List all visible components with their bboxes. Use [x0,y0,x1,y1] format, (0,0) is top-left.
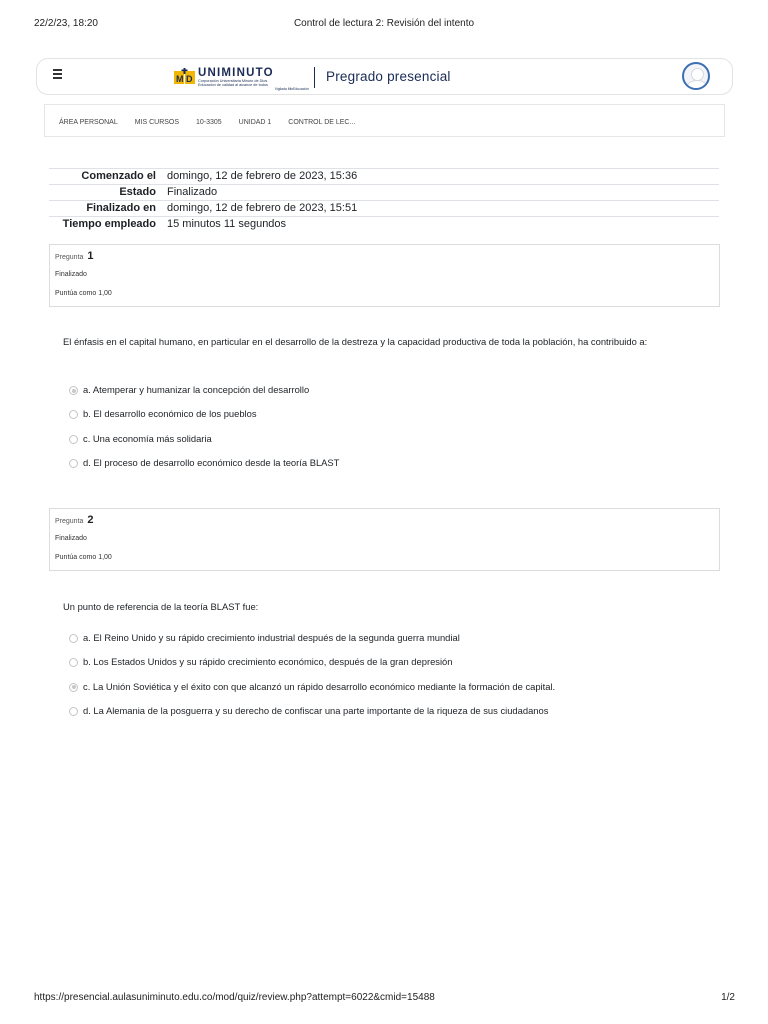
question-1-info [49,244,720,307]
question-state: Finalizado [55,271,87,278]
question-grade: Puntúa como 1,00 [55,554,112,561]
breadcrumb-item-area-personal[interactable]: ÁREA PERSONAL [59,119,118,126]
question-number-value: 1 [87,250,94,262]
logo-separator [314,67,315,88]
question-prefix: Pregunta [55,518,84,525]
logo-subtitle-2: Educación de calidad al alcance de todos [198,83,268,87]
answer-text: d. La Alemania de la posguerra y su derecho de confiscar una parte importante de la riqueza de sus ciudadanos [83,704,549,716]
question-number [55,250,94,262]
breadcrumb-item-course[interactable]: 10-3305 [196,119,222,126]
summary-value: Finalizado [167,186,218,198]
hamburger-icon[interactable] [53,69,65,83]
answer-option [69,632,719,656]
summary-value: 15 minutos 11 segundos [167,218,287,230]
radio-button[interactable] [69,658,78,667]
brand-text: Pregrado presencial [326,69,451,84]
print-header [0,18,768,32]
summary-row-state [49,184,719,200]
print-page-number: 1/2 [721,992,735,1003]
logo-subtitle: Corporación Universitaria Minuto de Dios [198,79,268,83]
logo-wordmark: UNIMINUTO [198,67,274,79]
summary-row-started [49,168,719,184]
summary-label: Finalizado en [86,202,156,214]
radio-button[interactable] [69,410,78,419]
logo-mark-icon [174,68,196,86]
summary-row-time-taken [49,216,719,232]
radio-button-selected[interactable] [69,386,78,395]
question-1-answers [69,384,719,481]
radio-button-selected[interactable] [69,683,78,692]
breadcrumb-item-mis-cursos[interactable]: MIS CURSOS [134,119,180,126]
answer-text: b. El desarrollo económico de los pueblos [83,408,257,420]
summary-label: Comenzado el [81,170,156,182]
summary-value: domingo, 12 de febrero de 2023, 15:36 [167,170,358,182]
attempt-summary-table [49,168,719,232]
answer-text: a. Atemperar y humanizar la concepción del desarrollo [83,384,310,395]
print-datetime: 22/2/23, 18:20 [34,18,98,29]
summary-label: Estado [119,186,156,198]
answer-option [69,408,719,432]
question-prefix: Pregunta [55,254,84,261]
breadcrumb-item-quiz[interactable]: CONTROL DE LEC... [288,119,356,126]
question-1-text: El énfasis en el capital humano, en particular en el desarrollo de la destreza y la capacidad productiva de toda la población, ha contribuido a: [63,336,648,347]
answer-text: b. Los Estados Unidos y su rápido crecimiento económico, después de la gran depresión [83,656,453,668]
answer-text: c. Una economía más solidaria [83,432,212,444]
breadcrumb-bar [44,104,725,137]
summary-row-finished [49,200,719,216]
question-number-value: 2 [87,514,94,526]
radio-button[interactable] [69,634,78,643]
svg-text:M: M [176,74,184,84]
svg-text:D: D [186,74,193,84]
radio-button[interactable] [69,435,78,444]
question-state: Finalizado [55,535,87,542]
answer-text: c. La Unión Soviética y el éxito con que alcanzó un rápido desarrollo económico mediante la formación de capital. [83,680,556,692]
answer-text: a. El Reino Unido y su rápido crecimiento industrial después de la segunda guerra mundial [83,632,460,643]
answer-text: d. El proceso de desarrollo económico desde la teoría BLAST [83,456,340,468]
question-grade: Puntúa como 1,00 [55,290,112,297]
breadcrumb-item-unit[interactable]: UNIDAD 1 [238,119,272,126]
radio-button[interactable] [69,459,78,468]
answer-option [69,705,719,729]
top-navbar [36,58,733,95]
print-url: https://presencial.aulasuniminuto.edu.co/mod/quiz/review.php?attempt=6022&cmid=15488 [34,992,435,1003]
answer-option [69,433,719,457]
summary-value: domingo, 12 de febrero de 2023, 15:51 [167,202,358,214]
radio-button[interactable] [69,707,78,716]
breadcrumb [59,119,370,126]
logo-subtitle-3: Vigilada MinEducación [274,87,309,91]
print-title: Control de lectura 2: Revisión del intento [293,18,475,29]
uniminuto-logo[interactable] [174,66,314,90]
user-avatar-icon[interactable] [682,62,710,90]
question-number [55,514,94,526]
answer-option [69,384,719,408]
answer-option [69,457,719,481]
answer-option [69,656,719,680]
answer-option [69,681,719,705]
question-2-answers [69,632,719,729]
question-2-info [49,508,720,571]
question-2-text: Un punto de referencia de la teoría BLAST fue: [63,601,259,612]
summary-label: Tiempo empleado [62,218,156,230]
